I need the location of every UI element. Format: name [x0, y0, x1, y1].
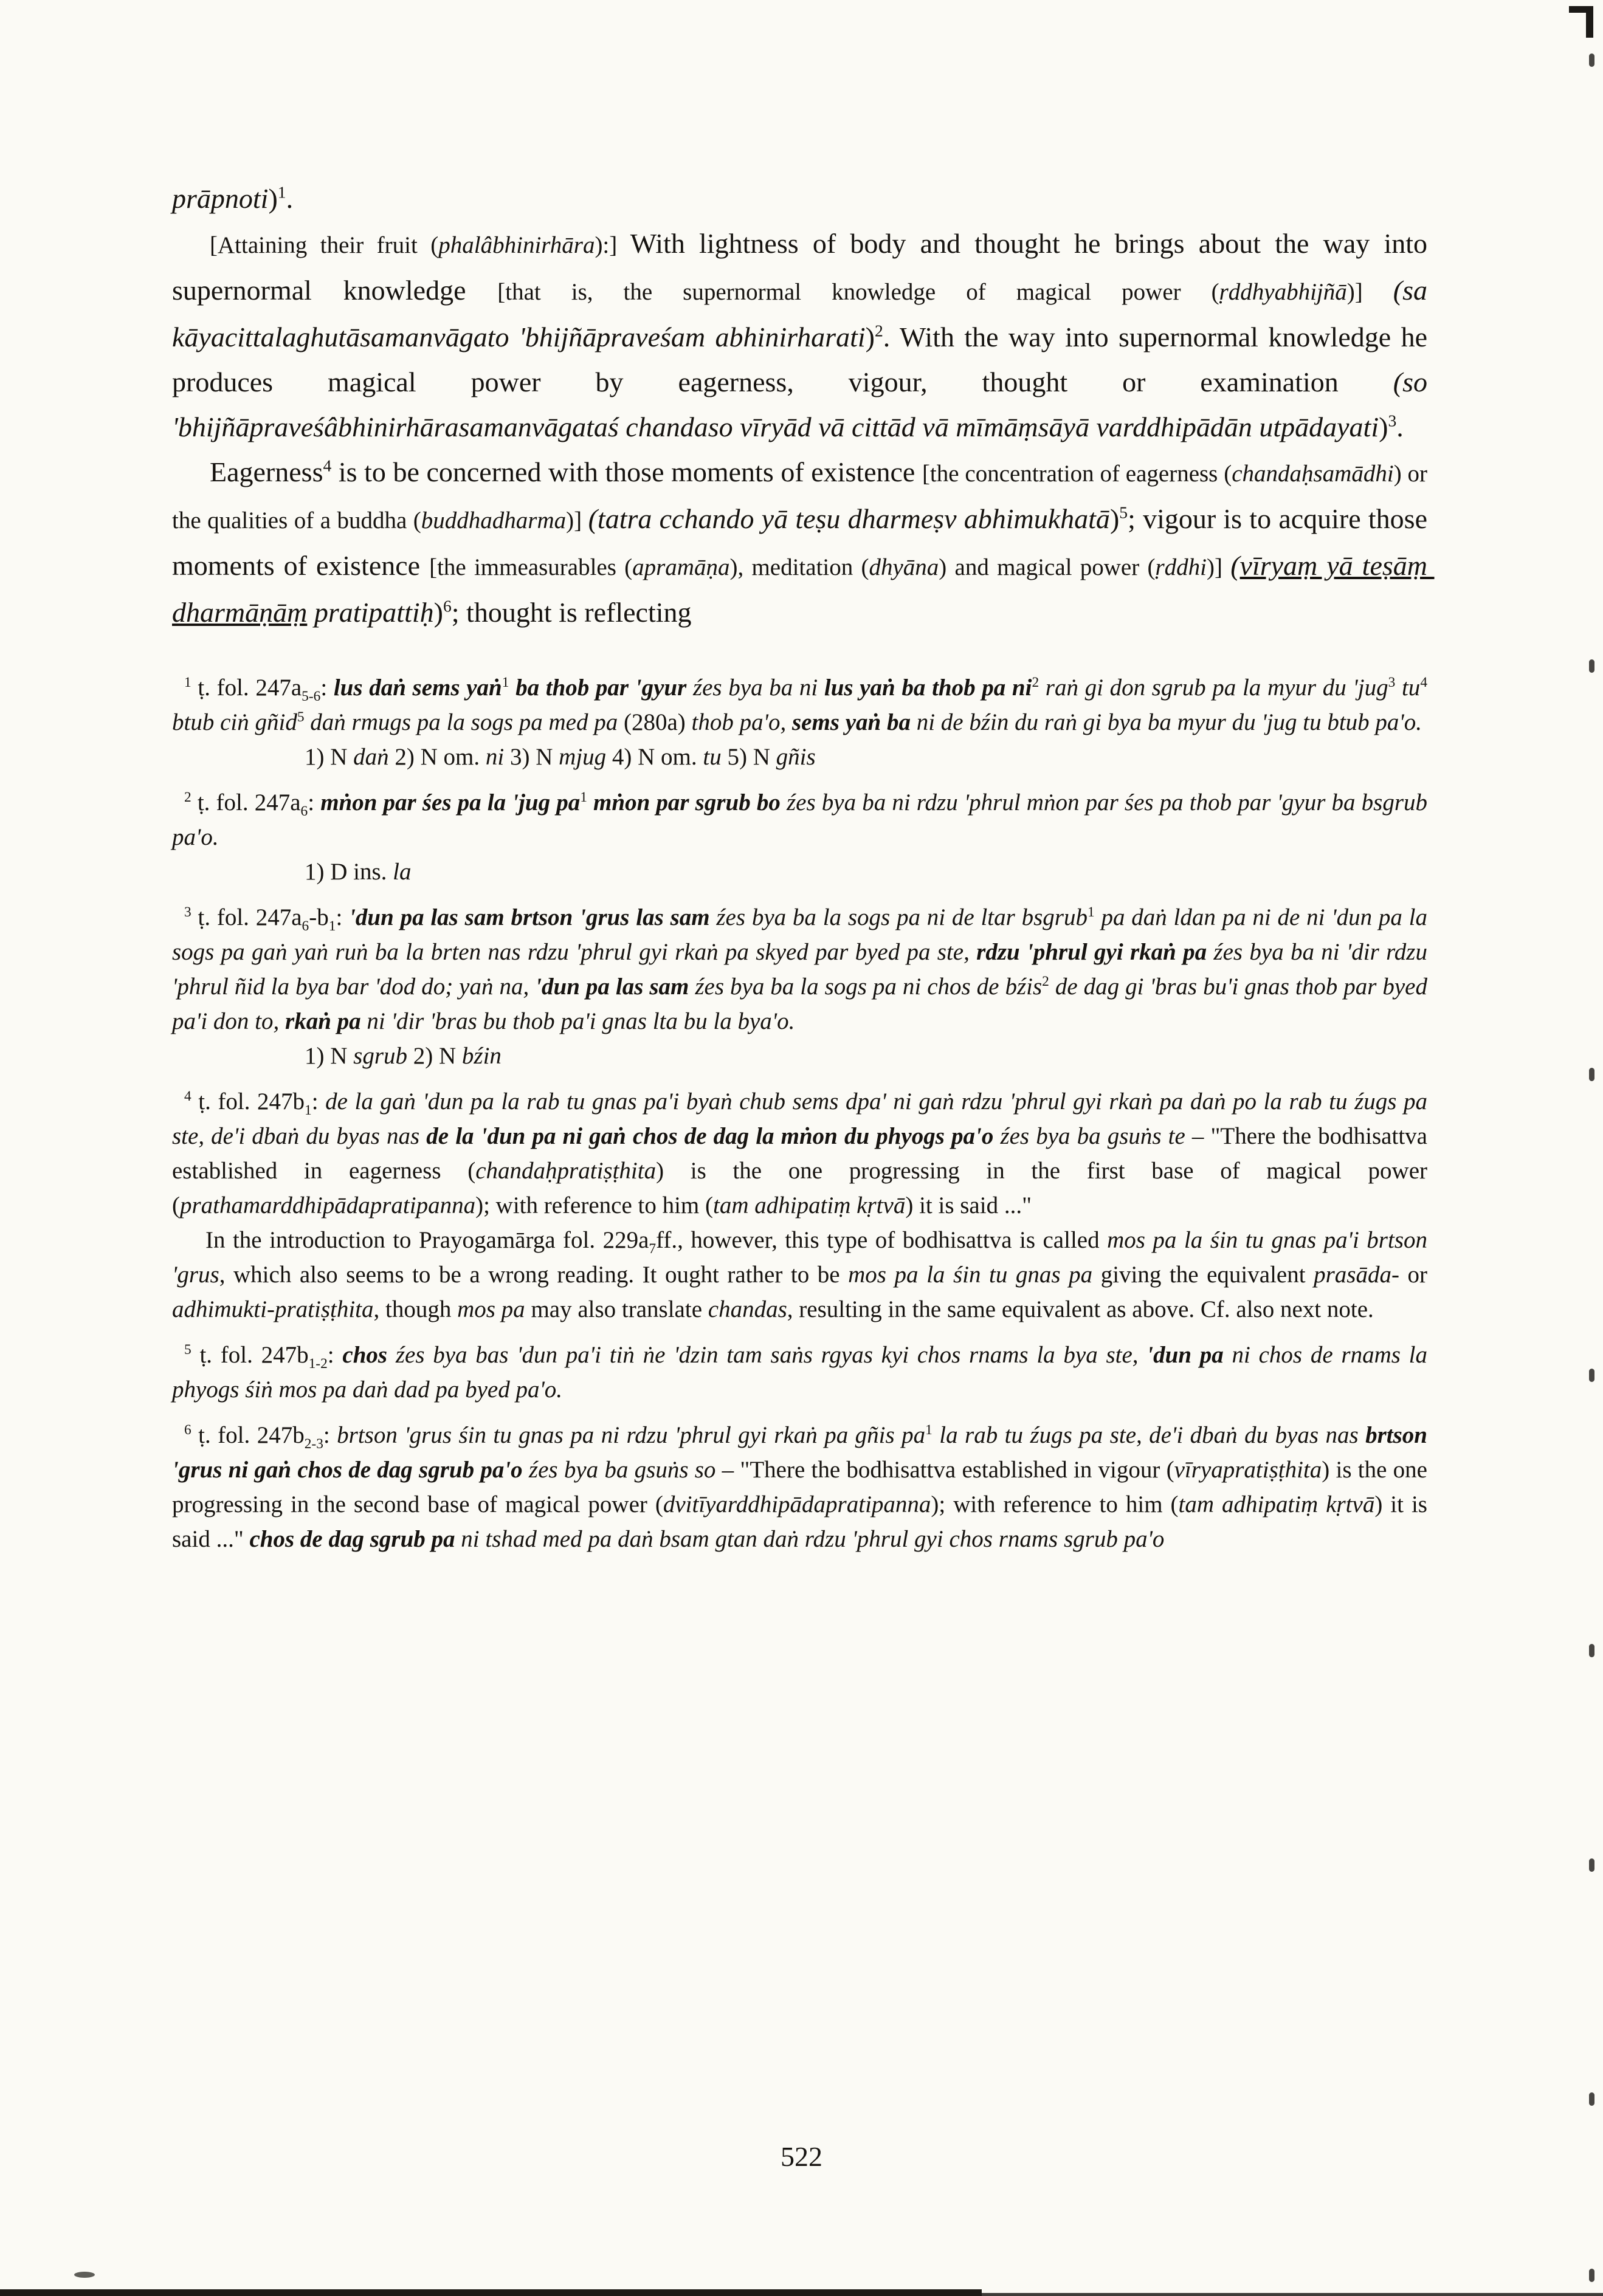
text-run: (280a)	[623, 709, 692, 735]
text-run: :	[323, 1422, 337, 1448]
scan-artifact-tick	[1589, 1369, 1594, 1382]
text-run: )	[1109, 503, 1120, 534]
text-run: 5	[184, 1342, 191, 1358]
text-run: mṅon par śes pa la 'jug pa	[320, 789, 581, 816]
text-run: 1	[580, 789, 587, 805]
text-run: chandaḥsamādhi	[1232, 461, 1394, 487]
scan-artifact-bottom-edge	[982, 2293, 1603, 2296]
text-run: de la 'dun pa ni gaṅ chos de dag la mṅon du phyogs pa'o	[426, 1123, 994, 1149]
text-run: ni chos de rnams la phyogs śiṅ mos pa daṅ dad pa byed pa'o.	[172, 1342, 1433, 1403]
text-run: ); with reference to him (	[475, 1192, 714, 1218]
text-run: , though	[373, 1296, 458, 1322]
text-run: ); with reference to him (	[931, 1491, 1179, 1517]
text-run: źes bya ba gsuṅs so	[522, 1457, 716, 1483]
text-run: ) is the one progressing in the second base of magical power (	[172, 1457, 1433, 1517]
footnote-paragraph	[172, 1338, 1433, 1407]
text-run: tu	[703, 744, 722, 770]
text-run: bźin	[461, 1043, 502, 1069]
text-run: )]	[1346, 279, 1393, 305]
text-run: daṅ	[353, 744, 389, 770]
paragraph	[172, 221, 1435, 450]
text-run: de la gaṅ 'dun pa la rab tu gnas pa'i byaṅ chub sems dpa' ni gaṅ rdzu 'phrul gyi rkaṅ pa daṅ po la rab tu źugs pa ste, de'i dbaṅ du byas nas	[172, 1088, 1433, 1149]
text-run: 2-3	[304, 1435, 323, 1452]
scan-artifact-tick	[1589, 2092, 1594, 2106]
text-run: phalâbhinirhāra	[438, 232, 595, 258]
text-run: )	[865, 321, 875, 352]
text-run: (tatra cchando yā teṣu dharmeṣv abhimukhatā	[588, 503, 1110, 534]
text-run: 1	[1087, 904, 1095, 920]
text-run: mjug	[559, 744, 607, 770]
page-number: 522	[781, 2141, 822, 2172]
text-run: prāpnoti	[172, 183, 269, 214]
text-run: chos de dag sgrub pa	[249, 1526, 455, 1552]
text-run: de dag gi 'bras bu'i gnas thob par byed pa'i don to,	[172, 974, 1433, 1034]
text-run: tam adhipatiṃ kṛtvā	[1178, 1491, 1375, 1517]
text-run: 2) N	[407, 1043, 462, 1069]
scan-artifact-tick	[1589, 53, 1594, 67]
text-run: :	[327, 1342, 343, 1368]
text-run: giving the equivalent	[1092, 1262, 1314, 1288]
text-run: )	[1379, 411, 1388, 442]
text-run: brtson 'grus ni gaṅ chos de dag sgrub pa'o	[172, 1422, 1433, 1483]
text-run: raṅ gi don sgrub pa la myur du 'jug	[1039, 675, 1388, 701]
text-run: ni 'dir 'bras bu thob pa'i gnas lta bu la bya'o.	[360, 1008, 795, 1034]
text-run: ) is the one progressing in the first base of magical power (	[172, 1158, 1433, 1218]
scan-artifact-corner	[1586, 6, 1593, 38]
text-run: With lightness of body and thought he brings about the way into supernormal knowledge	[172, 228, 1435, 306]
text-run: rkaṅ pa	[285, 1008, 361, 1034]
text-run: vīryapratiṣṭhita	[1174, 1457, 1322, 1483]
footnote	[172, 900, 1433, 1073]
text-run: :	[311, 1088, 326, 1115]
text-run: .	[286, 183, 294, 214]
text-run: , which also seems to be a wrong reading. It ought rather to be	[219, 1262, 849, 1288]
text-run: 6	[443, 596, 452, 616]
text-run: (so 'bhijñāpraveśâbhinirhārasamanvāgataś chandaso vīryād vā cittād vā mīmāṃsāyā varddhipādān utpādayati	[172, 366, 1435, 442]
scan-artifact-tick	[1589, 2269, 1594, 2282]
apparatus-line	[305, 1039, 1427, 1073]
text-run: 2) N om.	[388, 744, 486, 770]
text-run: [that is, the supernormal knowledge of magical power (	[497, 279, 1219, 305]
text-run: ni tshad med pa daṅ bsam gtan daṅ rdzu 'phrul gyi chos rnams sgrub pa'o	[455, 1526, 1165, 1552]
text-run: thob pa'o,	[691, 709, 792, 735]
text-run: daṅ rmugs pa la sogs pa med pa	[304, 709, 624, 735]
text-run: ṭ. fol. 247a	[191, 904, 302, 930]
text-run: 5	[1119, 503, 1128, 522]
text-run: 2	[184, 789, 191, 805]
text-run: tam adhipatiṃ kṛtvā	[713, 1192, 906, 1218]
text-run: , resulting in the same equivalent as above. Cf. also next note.	[787, 1296, 1374, 1322]
text-run: 3	[184, 904, 191, 920]
footnote	[172, 1084, 1433, 1327]
text-run: 1	[184, 675, 191, 690]
text-run: ), meditation (	[729, 554, 869, 580]
text-run: ) it is said ..."	[905, 1192, 1032, 1218]
text-run: mos pa la śin tu gnas pa	[848, 1262, 1093, 1288]
text-run: źes bya ba la sogs pa ni de ltar bsgrub	[709, 904, 1088, 930]
text-run: .	[1396, 411, 1404, 442]
text-run: 5) N	[721, 744, 776, 770]
text-run: 6	[302, 918, 309, 934]
footnote	[172, 785, 1433, 889]
text-run: [Attaining their fruit (	[210, 232, 439, 258]
scan-artifact-tick	[1589, 1858, 1594, 1872]
text-run: In the introduction to Prayogamārga fol. 229a	[205, 1227, 649, 1253]
text-run: chos	[342, 1342, 388, 1368]
text-run: źes bya ba gsuṅs te	[993, 1123, 1185, 1149]
text-run: 4) N om.	[606, 744, 703, 770]
text-run: prasāda-	[1314, 1262, 1399, 1288]
text-run: buddhadharma	[421, 507, 567, 534]
text-run: 1) N	[305, 744, 354, 770]
text-run: mṅon par sgrub bo	[587, 789, 781, 816]
text-run: 7	[649, 1240, 657, 1257]
text-run: – "There the bodhisattva established in eagerness (	[172, 1123, 1433, 1184]
text-block	[172, 176, 1435, 1556]
text-run: (sa kāyacittalaghutāsamanvāgato 'bhijñāpraveśam abhinirharati	[172, 275, 1435, 352]
text-run: 2	[874, 321, 883, 340]
text-run: . With the way into supernormal knowledge he produces magical power by eagerness, vigour, thought or examination	[172, 321, 1435, 397]
text-run: :	[336, 904, 350, 930]
text-run: 1	[305, 1102, 312, 1118]
text-run: sems yaṅ ba	[791, 709, 911, 735]
text-run: pa daṅ ldan pa ni de ni 'dun pa la sogs pa gaṅ yaṅ ruṅ ba la brten nas rdzu 'phrul gyi rkaṅ pa skyed par byed pa ste,	[172, 904, 1433, 965]
text-run: 4	[323, 456, 332, 475]
text-run: brtson 'grus śin tu gnas pa ni rdzu 'phrul gyi rkaṅ pa gñis pa	[337, 1422, 926, 1448]
text-run: 5	[297, 709, 305, 725]
text-run: 'dun pa las sam	[535, 974, 689, 1000]
text-run: 3	[1388, 675, 1396, 690]
text-run: ni	[485, 744, 505, 770]
text-run: źes bya ba ni 'dir rdzu 'phrul ñid la bya bar 'dod do; yaṅ na,	[172, 939, 1433, 1000]
text-run: adhimukti-pratiṣṭhita	[172, 1296, 374, 1322]
text-run: Eagerness	[210, 456, 323, 487]
text-run: źes bya ba la sogs pa ni chos de bźis	[689, 974, 1043, 1000]
apparatus-line	[305, 740, 1427, 774]
text-run: 'dun pa	[1146, 1342, 1224, 1368]
text-run: is to be concerned with those moments of existence	[331, 456, 922, 487]
text-run: ):]	[595, 232, 630, 258]
text-run: źes bya ba ni	[686, 675, 824, 701]
text-run: )]	[566, 507, 588, 534]
text-run: dhyāna	[869, 554, 939, 580]
text-run: :	[308, 789, 321, 816]
text-run: ni de bźin du raṅ gi bya ba myur du 'jug tu btub pa'o.	[910, 709, 1422, 735]
text-run: rdzu 'phrul gyi rkaṅ pa	[976, 939, 1207, 965]
scan-artifact-blot	[74, 2272, 95, 2278]
text-run: )	[433, 597, 443, 628]
text-run: ṛddhi	[1155, 554, 1207, 580]
text-run: dvitīyarddhipādapratipanna	[663, 1491, 931, 1517]
text-run: ) or the qualities of a buddha (	[172, 461, 1433, 534]
apparatus-line	[305, 854, 1427, 889]
text-run: 1	[328, 918, 336, 934]
text-run: chandaḥpratiṣṭhita	[475, 1158, 657, 1184]
footnote-paragraph	[172, 1418, 1433, 1556]
text-run: )]	[1206, 554, 1231, 580]
text-run: ṭ. fol. 247a	[191, 789, 301, 816]
text-run: ) it is said ..."	[172, 1491, 1433, 1552]
text-run: 'dun pa las sam brtson 'grus las sam	[349, 904, 710, 930]
text-run: vīryaṃ yā teṣāṃ dharmāṇāṃ	[172, 550, 1435, 628]
text-run: ṭ. fol. 247a	[191, 675, 302, 701]
scan-artifact-tick	[1589, 1644, 1594, 1657]
text-run: :	[320, 675, 334, 701]
text-run: 3) N	[504, 744, 559, 770]
text-run: ff., however, this type of bodhisattva is called	[656, 1227, 1108, 1253]
text-run: 4	[184, 1088, 191, 1104]
text-run: 5-6	[302, 688, 321, 704]
text-run: 3	[1388, 411, 1397, 430]
paragraph	[172, 176, 1427, 221]
text-run: 1) N	[305, 1043, 354, 1069]
text-run: 6	[300, 803, 308, 819]
footnotes-section	[172, 670, 1433, 1556]
text-run: 1	[925, 1422, 932, 1438]
text-run: ṛddhyabhijñā	[1219, 279, 1347, 305]
text-run: lus daṅ sems yaṅ	[333, 675, 502, 701]
paragraph	[172, 450, 1435, 635]
text-run: ṭ. fol. 247b	[191, 1342, 309, 1368]
text-run: pratipattiḥ	[307, 597, 434, 628]
text-run: [the immeasurables (	[429, 554, 633, 580]
text-run: 1-2	[308, 1355, 328, 1372]
text-run: lus yaṅ ba thob pa ni	[824, 675, 1032, 701]
text-run: – "There the bodhisattva established in vigour (	[715, 1457, 1174, 1483]
text-run: ba thob par 'gyur	[509, 675, 687, 701]
text-run: 6	[184, 1422, 191, 1438]
scan-artifact-bottom-edge	[0, 2289, 982, 2296]
text-run: 1) D ins.	[305, 859, 393, 885]
text-run: 1	[277, 182, 286, 202]
text-run: ) and magical power (	[939, 554, 1156, 580]
footnote-paragraph	[172, 900, 1433, 1039]
text-run: gñis	[776, 744, 816, 770]
text-run: chandas	[708, 1296, 787, 1322]
text-run: prathamarddhipādapratipanna	[180, 1192, 476, 1218]
text-run: 2	[1032, 675, 1039, 690]
text-run: btub ciṅ gñid	[172, 675, 1433, 735]
text-run: 1	[502, 675, 509, 690]
text-run: źes bya ba ni rdzu 'phrul mṅon par śes pa thob par 'gyur ba bsgrub pa'o.	[172, 789, 1433, 850]
text-run: may also translate	[525, 1296, 708, 1322]
text-run: ṭ. fol. 247b	[191, 1088, 305, 1115]
text-run: mos pa	[457, 1296, 525, 1322]
text-run: [the concentration of eagerness (	[922, 461, 1232, 487]
main-text	[172, 176, 1435, 635]
text-run: ; vigour is to acquire those moments of existence	[172, 503, 1435, 581]
text-run: 4	[1420, 675, 1428, 690]
text-run: tu	[1395, 675, 1421, 701]
footnote-paragraph	[172, 670, 1433, 740]
scan-artifact-tick	[1589, 659, 1594, 673]
text-run: )	[268, 183, 278, 214]
footnote-paragraph	[172, 1084, 1433, 1223]
text-run: apramāṇa	[632, 554, 730, 580]
text-run: 2	[1042, 974, 1049, 989]
text-run: sgrub	[353, 1043, 408, 1069]
footnote-paragraph	[172, 785, 1433, 854]
text-run: źes bya bas 'dun pa'i tiṅ ṅe 'dzin tam saṅs rgyas kyi chos rnams la bya ste,	[387, 1342, 1147, 1368]
text-run: la rab tu źugs pa ste, de'i dbaṅ du byas nas	[932, 1422, 1366, 1448]
scan-artifact-tick	[1589, 1068, 1594, 1081]
footnote	[172, 670, 1433, 774]
footnote-paragraph	[172, 1223, 1433, 1327]
text-run: -b	[309, 904, 329, 930]
text-run: or	[1399, 1262, 1433, 1288]
text-run: la	[393, 859, 412, 885]
footnote	[172, 1338, 1433, 1407]
text-run: ; thought is reflecting	[451, 597, 692, 628]
footnote	[172, 1418, 1433, 1556]
text-run: ṭ. fol. 247b	[191, 1422, 305, 1448]
text-run: (	[1230, 550, 1240, 581]
text-run: mos pa la śin tu gnas pa'i brtson 'grus	[172, 1227, 1433, 1288]
